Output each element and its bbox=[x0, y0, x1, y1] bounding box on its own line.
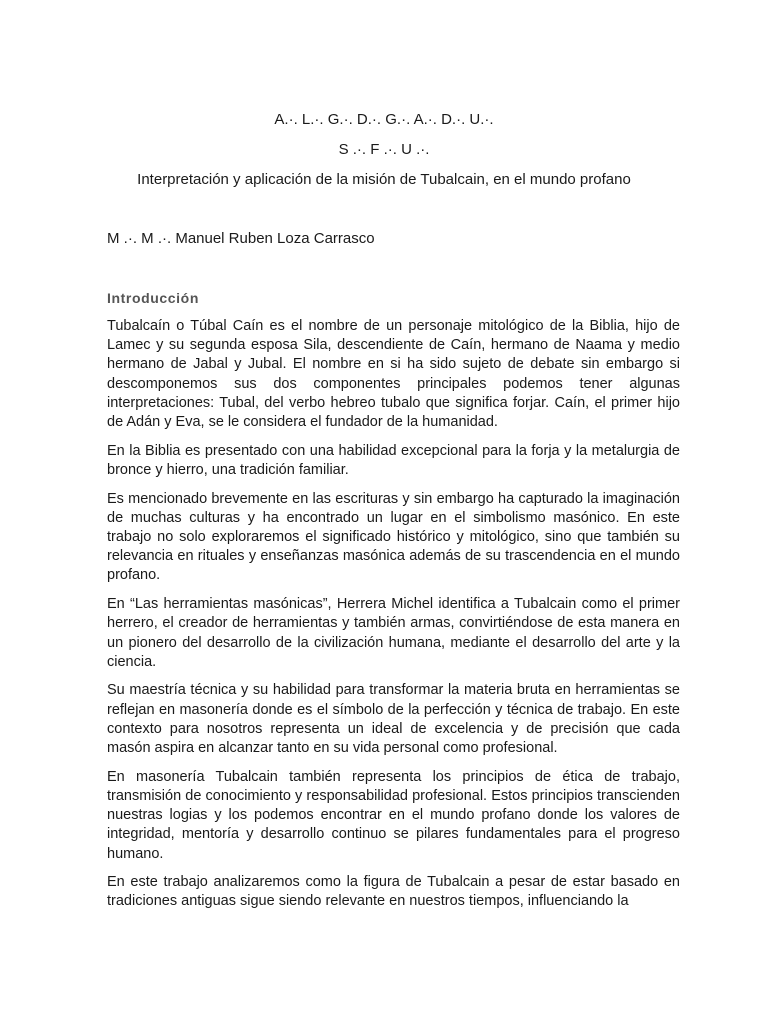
paragraph: En masonería Tubalcain también representa los principios de ética de trabajo, transmisión de conocimiento y responsabilidad profesional. Estos principios transcienden nuestras logias y los podemos encontrar en el mundo profano donde los valores de integridad, mentoría y desarrollo continuo se pilares fundamentales para el progreso humano. bbox=[107, 768, 680, 862]
section-heading: Introducción bbox=[107, 290, 199, 306]
paragraph: En la Biblia es presentado con una habilidad excepcional para la forja y la metalurgia de bronce y hierro, una tradición familiar. bbox=[107, 442, 680, 478]
paragraph: Es mencionado brevemente en las escrituras y sin embargo ha capturado la imaginación de muchas culturas y ha encontrado un lugar en el simbolismo masónico. En este trabajo no solo exploraremos el significado histórico y mitológico, sino que también su relevancia en rituales y enseñanzas masónica además de su trascendencia en el mundo profano. bbox=[107, 490, 680, 584]
paragraph: En “Las herramientas masónicas”, Herrera Michel identifica a Tubalcain como el primer herrero, el creador de herramientas y también armas, convirtiéndose de esta manera en un pionero del desarrollo de la civilización humana, mediante el desarrollo del arte y la ciencia. bbox=[107, 596, 680, 670]
title-line-1: A.·. L.·. G.·. D.·. G.·. A.·. D.·. U.·. bbox=[274, 111, 494, 128]
author-line: M .·. M .·. Manuel Ruben Loza Carrasco bbox=[107, 230, 375, 247]
paragraph: Su maestría técnica y su habilidad para transformar la materia bruta en herramientas se reflejan en masonería donde es el símbolo de la perfección y técnica de trabajo. En este contexto para nosotros representa un ideal de excelencia y de precisión que cada masón aspira en alcanzar tanto en su vida personal como profesional. bbox=[107, 682, 680, 757]
document-subtitle: Interpretación y aplicación de la misión de Tubalcain, en el mundo profano bbox=[137, 171, 631, 188]
paragraph: En este trabajo analizaremos como la figura de Tubalcain a pesar de estar basado en tradiciones antiguas sigue siendo relevante en nuestros tiempos, influenciando la bbox=[107, 874, 680, 910]
paragraph: Tubalcaín o Túbal Caín es el nombre de un personaje mitológico de la Biblia, hijo de Lamec y su segunda esposa Sila, descendiente de Caín, hermano de Naama y medio hermano de Jabal y Jubal. El nombre en si ha sido sujeto de debate sin embargo si descomponemos sus dos componentes principales podemos tener algunas interpretaciones: Tubal, del verbo hebreo tubalo que significa forjar. Caín, el primer hijo de Adán y Eva, se le considera el fundador de la humanidad. bbox=[107, 318, 680, 431]
title-line-2: S .·. F .·. U .·. bbox=[338, 141, 430, 158]
body-text bbox=[107, 317, 680, 921]
